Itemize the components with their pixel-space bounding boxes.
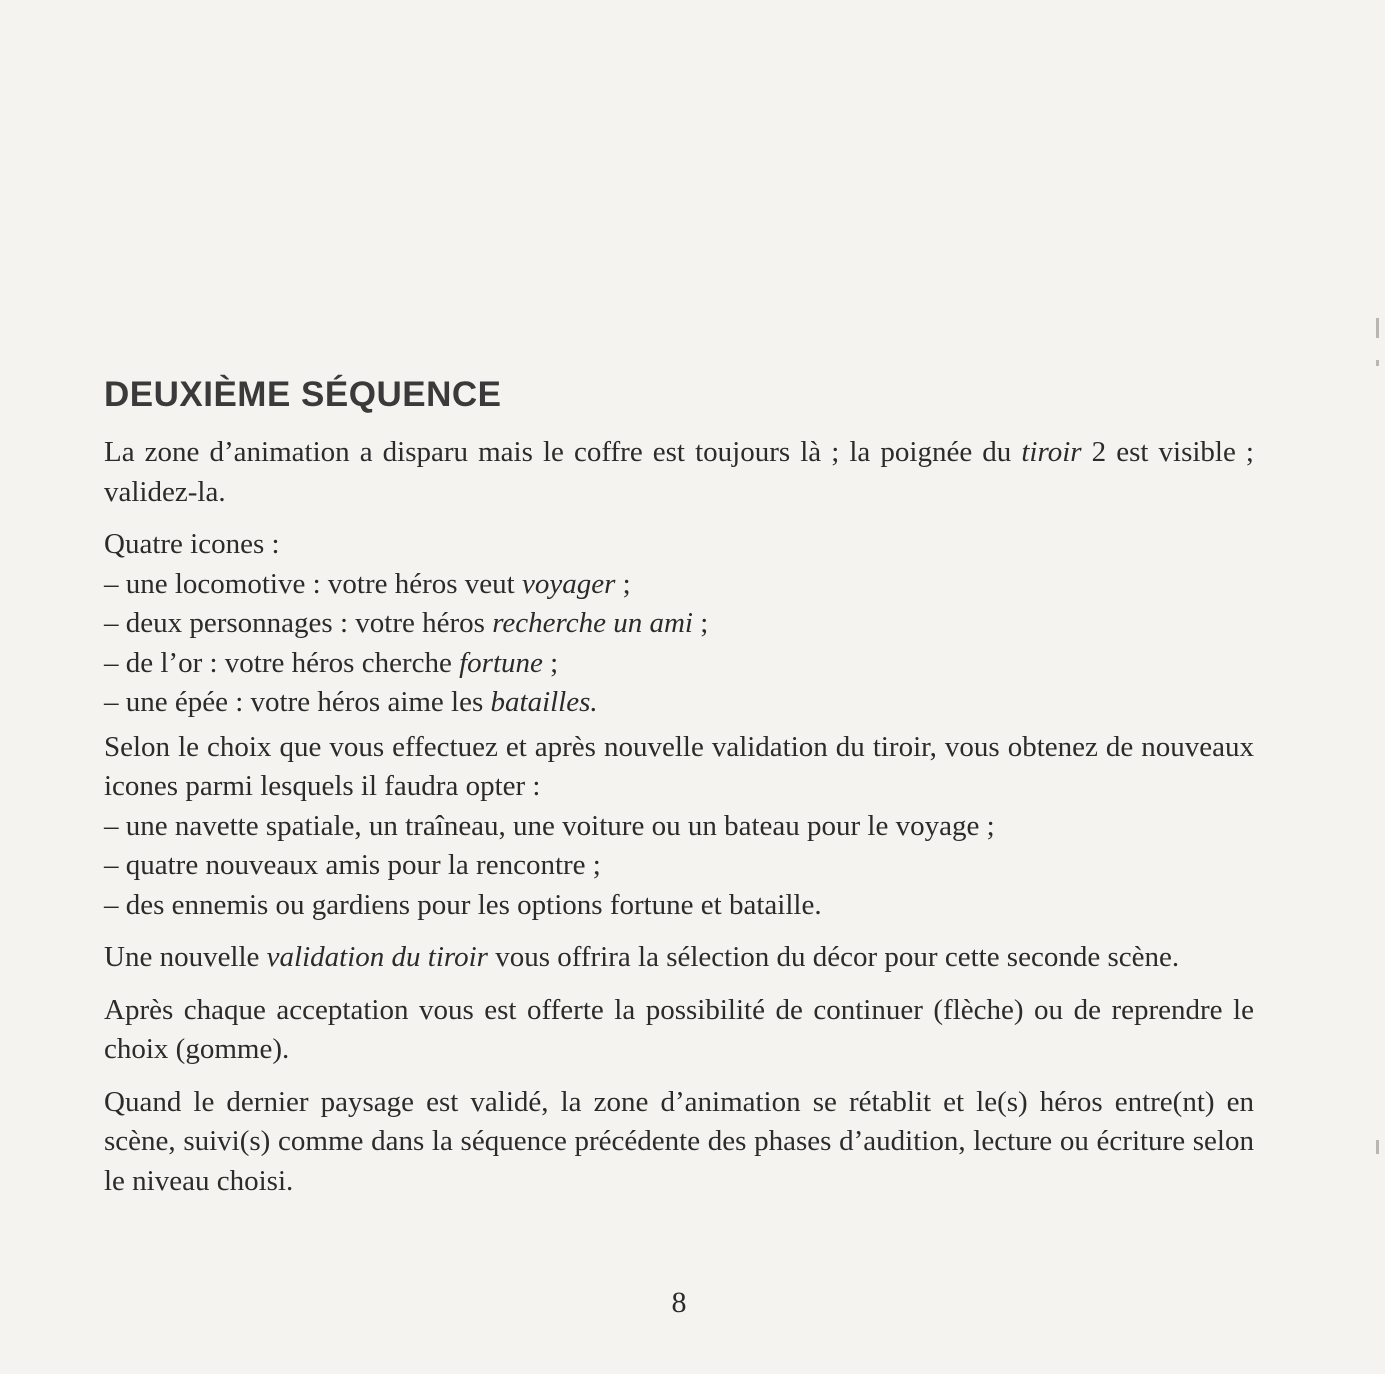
list-item: – une épée : votre héros aime les batailles. xyxy=(104,686,598,718)
list-item: – une locomotive : votre héros veut voyager ; xyxy=(104,567,631,600)
edge-mark xyxy=(1376,360,1379,366)
intro-paragraph: La zone d’animation a disparu mais le coffre est toujours là ; la poignée du tiroir 2 est visible ; validez-la. xyxy=(104,436,1254,508)
choice-paragraph xyxy=(104,728,1254,926)
edge-mark xyxy=(1376,1140,1379,1154)
validation-paragraph: Une nouvelle validation du tiroir vous offrira la sélection du décor pour cette seconde scène. xyxy=(104,941,1180,973)
page-content xyxy=(104,365,1254,1214)
list-item: – des ennemis ou gardiens pour les options fortune et bataille. xyxy=(104,888,822,921)
list-item: – une navette spatiale, un traîneau, une voiture ou un bateau pour le voyage ; xyxy=(104,809,995,842)
icons-lead: Quatre icones : xyxy=(104,528,280,560)
final-paragraph: Quand le dernier paysage est validé, la zone d’animation se rétablit et le(s) héros entre(nt) en scène, suivi(s) comme dans la séquence précédente des phases d’audition, lecture ou écriture selon le niveau choisi. xyxy=(104,1085,1254,1197)
page-number: 8 xyxy=(671,1286,687,1319)
choice-lead: Selon le choix que vous effectuez et après nouvelle validation du tiroir, vous obtenez de nouveaux icones parmi lesquels il faudra opter : xyxy=(104,730,1254,802)
acceptance-paragraph: Après chaque acceptation vous est offerte la possibilité de continuer (flèche) ou de reprendre le choix (gomme). xyxy=(104,993,1254,1065)
icons-paragraph xyxy=(104,525,1254,723)
list-item: – de l’or : votre héros cherche fortune ; xyxy=(104,646,559,679)
section-title: DEUXIÈME SÉQUENCE xyxy=(104,375,502,414)
list-item: – quatre nouveaux amis pour la rencontre ; xyxy=(104,849,601,881)
edge-mark xyxy=(1376,318,1379,338)
list-item: – deux personnages : votre héros recherche un ami ; xyxy=(104,607,709,639)
